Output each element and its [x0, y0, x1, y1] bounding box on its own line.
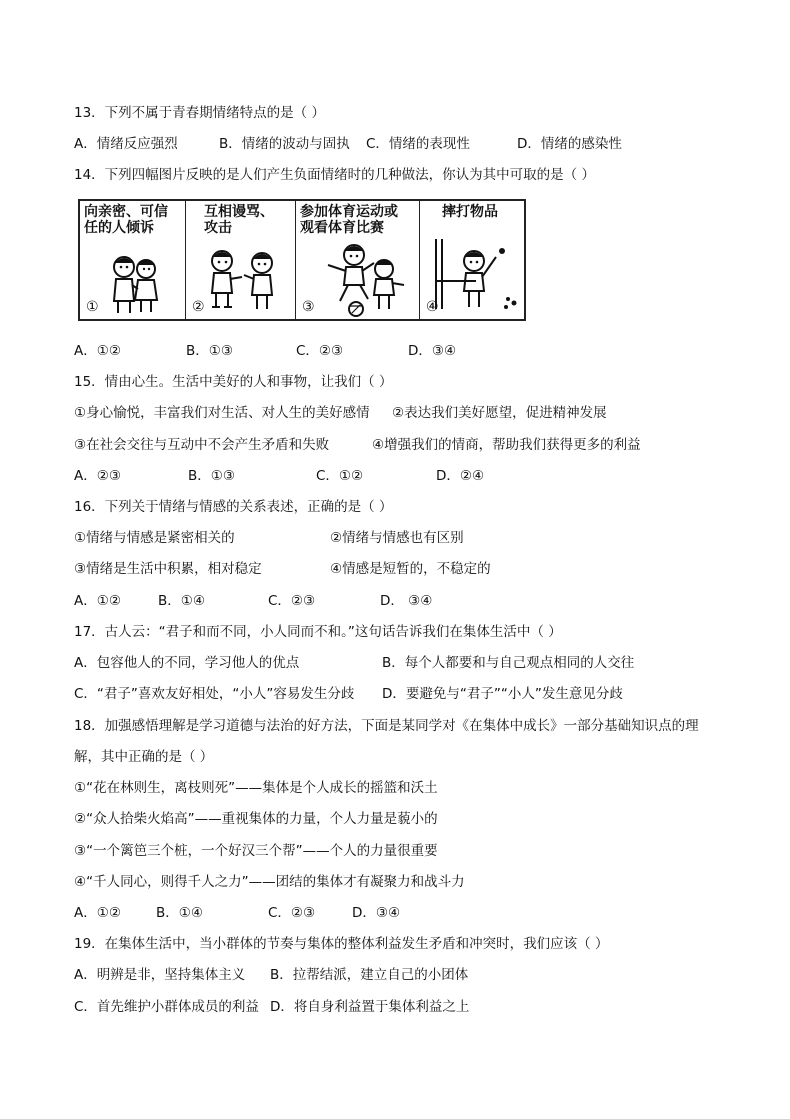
q14-stem: 14．下列四幅图片反映的是人们产生负面情绪时的几种做法，你认为其中可取的是（ ） — [74, 167, 595, 183]
q15-statement-3: ③在社会交往与互动中不会产生矛盾和失败 — [74, 437, 330, 453]
person-throwing-objects-icon — [430, 229, 522, 319]
q15-stem: 15．情由心生。生活中美好的人和事物，让我们（ ） — [74, 374, 393, 390]
q15-option-a: A．②③ — [74, 468, 121, 484]
q15-option-b: B．①③ — [188, 468, 235, 484]
q16-option-a: A．①② — [74, 593, 121, 609]
q18-option-b: B．①④ — [156, 905, 203, 921]
q17-option-a: A．包容他人的不同，学习他人的优点 — [74, 655, 300, 671]
q14-panel-2-caption: 互相谩骂、 攻击 — [204, 204, 274, 236]
q19-stem: 19．在集体生活中，当小群体的节奏与集体的整体利益发生矛盾和冲突时，我们应该（ ） — [74, 936, 609, 952]
q14-option-c: C．②③ — [296, 343, 344, 359]
q18-stem-line-1: 18．加强感悟理解是学习道德与法治的好方法，下面是某同学对《在集体中成长》一部分基础知识点的理 — [74, 718, 699, 734]
q15-statement-4: ④增强我们的情商，帮助我们获得更多的利益 — [372, 437, 641, 453]
q14-panel-4-caption: 摔打物品 — [442, 204, 498, 220]
q15-option-c: C．①② — [316, 468, 364, 484]
q19-option-b: B．拉帮结派，建立自己的小团体 — [270, 967, 469, 983]
q18-option-c: C．②③ — [268, 905, 316, 921]
q17-option-d: D．要避免与“君子”“小人”发生意见分歧 — [382, 686, 623, 702]
q16-statement-3: ③情绪是生活中积累，相对稳定 — [74, 561, 262, 577]
q17-option-c: C．“君子”喜欢友好相处，“小人”容易发生分歧 — [74, 686, 355, 702]
q19-option-d: D．将自身利益置于集体利益之上 — [270, 999, 470, 1015]
q13-stem: 13．下列不属于青春期情绪特点的是（ ） — [74, 105, 325, 121]
q14-option-b: B．①③ — [186, 343, 233, 359]
q14-option-d: D．③④ — [408, 343, 457, 359]
q14-panel-1 — [80, 201, 186, 319]
q18-statement-2: ②“众人拾柴火焰高”——重视集体的力量，个人力量是藐小的 — [74, 811, 438, 827]
q18-option-a: A．①② — [74, 905, 121, 921]
q14-panel-3-caption: 参加体育运动或 观看体育比赛 — [300, 204, 398, 236]
q13-option-b: B．情绪的波动与固执 — [219, 136, 350, 152]
q18-option-d: D．③④ — [352, 905, 401, 921]
q16-option-c: C．②③ — [268, 593, 316, 609]
q16-statement-4: ④情感是短暂的，不稳定的 — [330, 561, 491, 577]
q15-statement-1: ①身心愉悦，丰富我们对生活、对人生的美好感情 — [74, 405, 370, 421]
q14-panel-3-number: ③ — [302, 299, 315, 315]
q13-option-a: A．情绪反应强烈 — [74, 136, 178, 152]
q15-option-d: D．②④ — [436, 468, 485, 484]
q14-panel-1-caption: 向亲密、可信 任的人倾诉 — [84, 204, 168, 236]
q16-statement-2: ②情绪与情感也有区别 — [330, 530, 464, 546]
q17-stem: 17．古人云：“君子和而不同，小人同而不和。”这句话告诉我们在集体生活中（ ） — [74, 624, 562, 640]
q18-stem-line-2: 解，其中正确的是（ ） — [74, 749, 214, 765]
q14-picture-strip — [78, 199, 526, 321]
q16-option-b: B．①④ — [158, 593, 205, 609]
q18-statement-4: ④“千人同心，则得千人之力”——团结的集体才有凝聚力和战斗力 — [74, 874, 465, 890]
q14-panel-4 — [420, 201, 524, 319]
q13-option-d: D．情绪的感染性 — [517, 136, 622, 152]
q19-option-a: A．明辨是非，坚持集体主义 — [74, 967, 246, 983]
q16-option-d: D． ③④ — [380, 593, 433, 609]
q14-panel-2 — [186, 201, 296, 319]
q14-panel-1-number: ① — [86, 299, 99, 315]
two-people-fighting-icon — [202, 247, 286, 317]
q14-option-a: A．①② — [74, 343, 121, 359]
q18-statement-3: ③“一个篱笆三个桩，一个好汉三个帮”——个人的力量很重要 — [74, 843, 438, 859]
q18-statement-1: ①“花在林则生，离枝则死”——集体是个人成长的摇篮和沃土 — [74, 780, 438, 796]
q19-option-c: C．首先维护小群体成员的利益 — [74, 999, 259, 1015]
q14-panel-2-number: ② — [192, 299, 205, 315]
two-people-talking-icon — [100, 253, 170, 317]
people-playing-sport-icon — [314, 239, 414, 319]
q17-option-b: B．每个人都要和与自己观点相同的人交往 — [382, 655, 635, 671]
q16-stem: 16．下列关于情绪与情感的关系表述，正确的是（ ） — [74, 499, 393, 515]
q16-statement-1: ①情绪与情感是紧密相关的 — [74, 530, 235, 546]
q15-statement-2: ②表达我们美好愿望，促进精神发展 — [392, 405, 607, 421]
q13-option-c: C．情绪的表现性 — [366, 136, 470, 152]
q14-panel-3 — [296, 201, 420, 319]
q14-panel-4-number: ④ — [426, 299, 439, 315]
